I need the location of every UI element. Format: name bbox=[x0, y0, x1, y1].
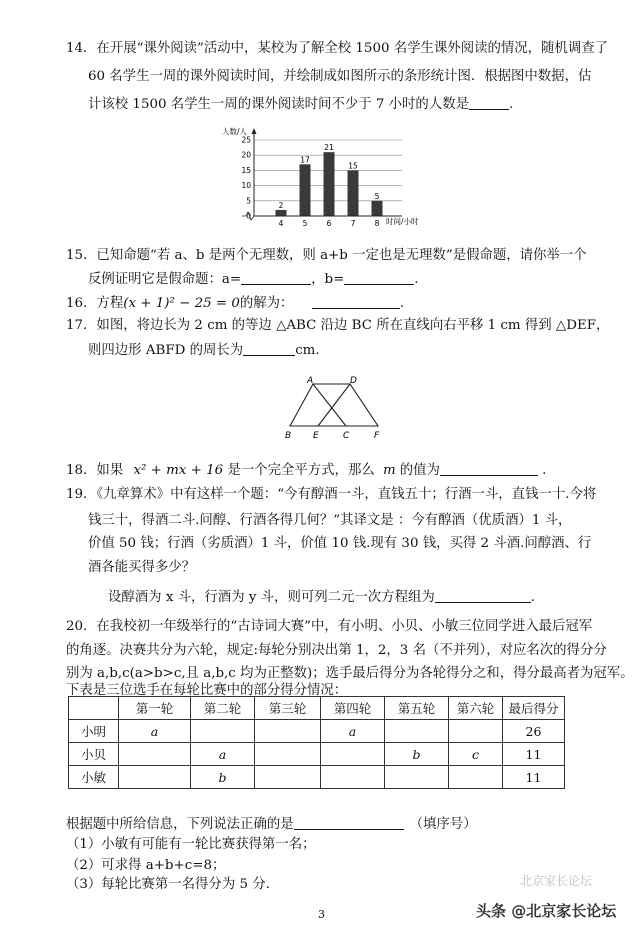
label-d: D bbox=[350, 376, 357, 386]
q19-blank bbox=[435, 588, 531, 603]
q15-line2: 反例证明它是假命题：a= ，b= . bbox=[88, 272, 419, 287]
table-cell bbox=[255, 766, 321, 789]
page-number: 3 bbox=[318, 908, 325, 921]
y-tick-label: 10 bbox=[241, 181, 251, 191]
q20-option-2: （2）可求得 a+b+c=8； bbox=[66, 858, 226, 873]
x-axis-label: 时间/小时 bbox=[386, 217, 419, 226]
x-tick-label: 7 bbox=[350, 219, 356, 228]
table-cell: a bbox=[321, 720, 385, 743]
table-row bbox=[69, 766, 565, 789]
watermark: 头条 @北京家长论坛 bbox=[476, 902, 617, 920]
table-header-cell: 第三轮 bbox=[255, 697, 321, 720]
table-cell: b bbox=[385, 743, 449, 766]
bar bbox=[372, 201, 383, 216]
y-tick-label: 0 bbox=[246, 211, 251, 221]
x-tick-label: 8 bbox=[374, 219, 380, 228]
bar-value-label: 2 bbox=[278, 200, 284, 210]
label-b: B bbox=[285, 431, 292, 441]
bar bbox=[348, 170, 359, 216]
table-cell bbox=[321, 743, 385, 766]
watermark-faint: 北京家长论坛 bbox=[520, 874, 593, 888]
table-cell: c bbox=[449, 743, 503, 766]
q16-line: 16．方程(x + 1)² − 25 = 0的解为： . bbox=[66, 296, 404, 311]
table-cell: a bbox=[191, 743, 255, 766]
q14-line3: 计该校 1500 名学生一周的课外阅读时间不少于 7 小时的人数是 . bbox=[88, 97, 514, 112]
q17-line2: 则四边形 ABFD 的周长为 cm. bbox=[88, 343, 320, 358]
table-row bbox=[69, 743, 565, 766]
table-cell bbox=[255, 720, 321, 743]
q17-blank bbox=[243, 341, 295, 356]
table-cell: 26 bbox=[503, 720, 565, 743]
q16-blank bbox=[312, 294, 400, 309]
q19-line3: 价值 50 钱；行酒（劣质酒）1 斗，价值 10 钱.现有 30 钱，买得 2 斗酒.问醇酒、行 bbox=[88, 536, 592, 551]
table-cell bbox=[119, 743, 191, 766]
table-row bbox=[69, 720, 565, 743]
chart-x-ticks bbox=[279, 219, 380, 228]
q14-line2: 60 名学生一周的课外阅读时间，并绘制成如图所示的条形统计图．根据图中数据，估 bbox=[88, 69, 592, 84]
bar-value-label: 21 bbox=[324, 143, 334, 153]
table-header-cell: 第四轮 bbox=[321, 697, 385, 720]
table-cell bbox=[119, 766, 191, 789]
triangle-abc bbox=[290, 384, 346, 426]
q19-line4: 酒各能买得多少？ bbox=[88, 560, 196, 575]
bar bbox=[324, 152, 335, 216]
table-cell: 小明 bbox=[69, 720, 119, 743]
table-cell: 11 bbox=[503, 766, 565, 789]
table-header-cell: 最后得分 bbox=[503, 697, 565, 720]
y-tick-label: 15 bbox=[241, 165, 251, 175]
q16-equation: (x + 1)² − 25 = 0 bbox=[123, 296, 240, 311]
bar bbox=[276, 210, 287, 216]
table-cell bbox=[191, 720, 255, 743]
bar-value-label: 5 bbox=[374, 191, 380, 201]
bar bbox=[300, 164, 311, 216]
bar-chart bbox=[220, 124, 420, 239]
table-cell bbox=[321, 766, 385, 789]
table-header-cell: 第一轮 bbox=[119, 697, 191, 720]
x-tick-label: 5 bbox=[302, 219, 308, 228]
bar-value-label: 17 bbox=[300, 155, 310, 165]
table-cell bbox=[449, 720, 503, 743]
table-cell bbox=[385, 766, 449, 789]
q19-line1: 19．《九章算术》中有这样一个题：“今有醇酒一斗，直钱五十；行酒一斗，直钱一十.今将 bbox=[66, 487, 597, 502]
q18-line: 18．如果 x² + mx + 16 是一个完全平方式，那么 m 的值为 . bbox=[66, 463, 547, 478]
x-tick-label: 4 bbox=[278, 219, 284, 228]
triangle-def bbox=[318, 384, 378, 426]
q20-option-1: （1）小敏有可能有一轮比赛获得第一名； bbox=[66, 837, 316, 852]
table-cell: 11 bbox=[503, 743, 565, 766]
q20-after-table: 根据题中所给信息，下列说法正确的是 （填序号） bbox=[66, 817, 477, 832]
q14-answer-blank bbox=[469, 95, 509, 110]
table-cell: 小敏 bbox=[69, 766, 119, 789]
q18-expression: x² + mx + 16 bbox=[133, 463, 224, 478]
q17-line1: 17．如图，将边长为 2 cm 的等边 △ABC 沿边 BC 所在直线向右平移 1 cm 得到 △DEF， bbox=[66, 318, 610, 333]
q14-line3-text: 计该校 1500 名学生一周的课外阅读时间不少于 7 小时的人数是 bbox=[88, 97, 469, 112]
table-header-cell: 第六轮 bbox=[449, 697, 503, 720]
q20-option-3: （3）每轮比赛第一名得分为 5 分. bbox=[66, 877, 270, 892]
q20-line4: 下表是三位选手在每轮比赛中的部分得分情况： bbox=[66, 683, 348, 698]
table-header-cell: 第五轮 bbox=[385, 697, 449, 720]
score-table bbox=[68, 696, 565, 789]
q20-line1: 20．在我校初一年级举行的“古诗词大赛”中，有小明、小贝、小敏三位同学进入最后冠军 bbox=[66, 619, 593, 634]
table-header-cell bbox=[69, 697, 119, 720]
q20-blank bbox=[294, 815, 404, 830]
y-tick-label: 25 bbox=[241, 135, 251, 145]
table-header-cell: 第二轮 bbox=[191, 697, 255, 720]
y-tick-label: 20 bbox=[241, 150, 251, 160]
q15-line1: 15．已知命题“若 a、b 是两个无理数，则 a+b 一定也是无理数”是假命题，请你举一个 bbox=[66, 248, 587, 263]
q20-line2: 的角逐。决赛共分为六轮，规定:每轮分别决出第 1，2，3 名（不并列），对应名次的得分分 bbox=[66, 643, 607, 658]
table-cell: 小贝 bbox=[69, 743, 119, 766]
q14-line1: 14．在开展“课外阅读”活动中，某校为了解全校 1500 名学生课外阅读的情况，随机调查了 bbox=[66, 41, 608, 56]
chart-bars bbox=[276, 152, 383, 216]
triangle-figure bbox=[280, 374, 390, 444]
label-e: E bbox=[313, 431, 319, 441]
table-cell: a bbox=[119, 720, 191, 743]
chart-y-ticks bbox=[241, 136, 251, 221]
y-axis-label: 人数/人 bbox=[222, 127, 248, 136]
table-cell bbox=[385, 720, 449, 743]
y-axis-arrow bbox=[252, 128, 257, 134]
table-header-row bbox=[69, 697, 565, 720]
y-tick-label: 5 bbox=[246, 196, 251, 206]
label-a: A bbox=[307, 376, 314, 386]
q20-line3: 别为 a,b,c(a>b>c,且 a,b,c 均为正整数)；选手最后得分为各轮得分之和，得分最高者为冠军。 bbox=[66, 666, 634, 681]
q18-blank bbox=[440, 461, 538, 476]
table-cell: b bbox=[191, 766, 255, 789]
table-cell bbox=[449, 766, 503, 789]
x-tick-label: 6 bbox=[326, 219, 332, 228]
q19-line5: 设醇酒为 x 斗，行酒为 y 斗，则可列二元一次方程组为 . bbox=[108, 590, 536, 605]
q15-blank-a bbox=[241, 270, 311, 285]
q19-line2: 钱三十，得酒二斗.问醇、行酒各得几何？”其译文是 ：今有醇酒（优质酒）1 斗， bbox=[88, 513, 572, 528]
q15-blank-b bbox=[344, 270, 414, 285]
bar-value-label: 15 bbox=[348, 161, 358, 171]
table-cell bbox=[255, 743, 321, 766]
label-c: C bbox=[343, 431, 350, 441]
label-f: F bbox=[374, 431, 380, 441]
